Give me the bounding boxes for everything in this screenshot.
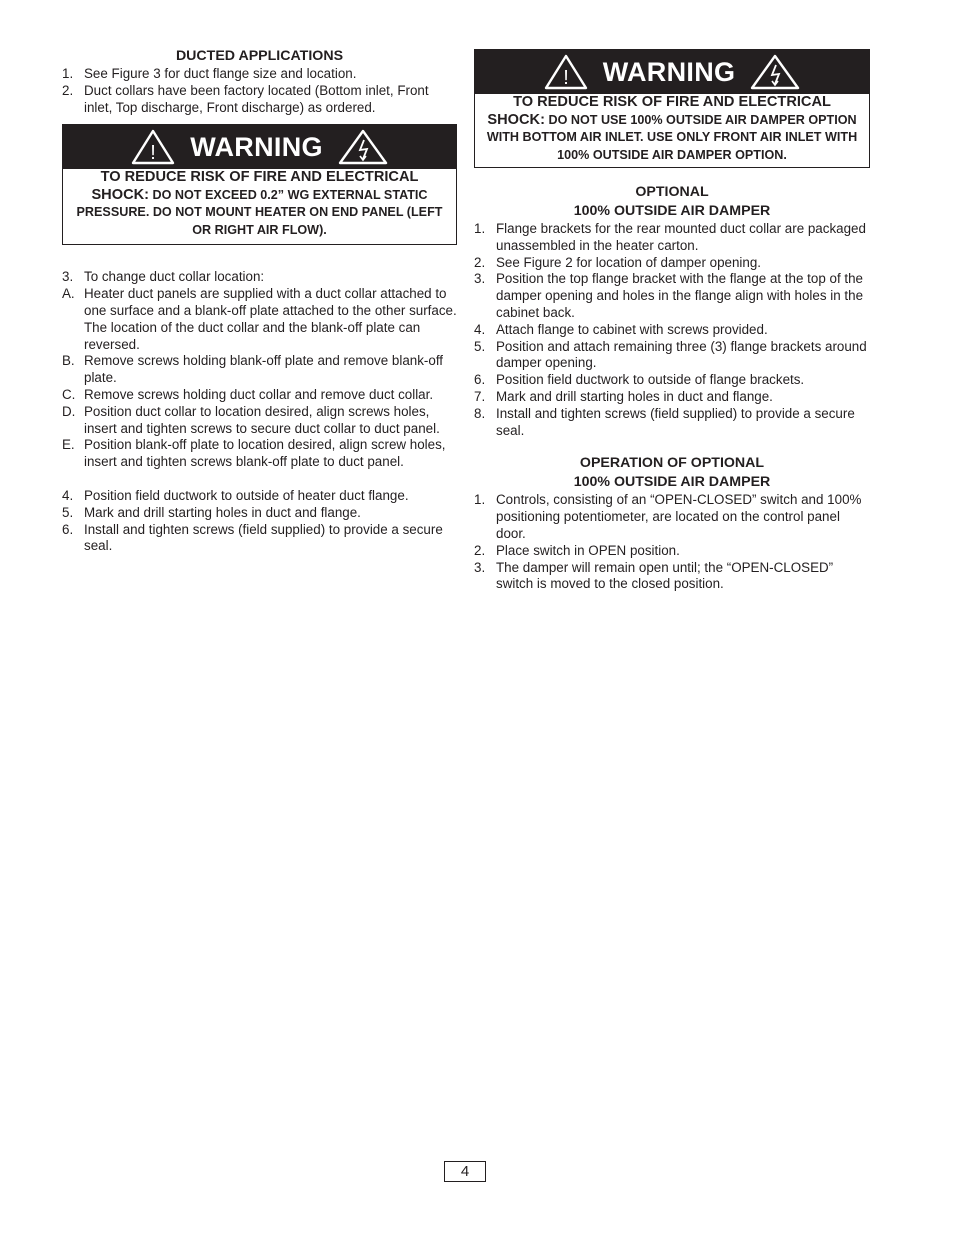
list-item: 2. Place switch in OPEN position.	[474, 542, 680, 558]
warning-bar	[63, 125, 456, 169]
left-column	[62, 47, 457, 555]
list-item: 8. Install and tighten screws (field supplied) to provide a secure seal.	[474, 405, 855, 438]
list-item: 5. Mark and drill starting holes in duct and flange.	[62, 504, 361, 520]
damper-install-steps	[474, 221, 870, 439]
list-item: E. Position blank-off plate to location desired, align screw holes, insert and tighten screws blank-off plate to duct panel.	[62, 437, 446, 470]
list-item: 4. Position field ductwork to outside of heater duct flange.	[62, 487, 409, 503]
warning-bar	[475, 50, 869, 94]
svg-text:!: !	[562, 67, 569, 89]
static-pressure-warning-box	[62, 124, 457, 245]
operation-damper-heading: OPERATION OF OPTIONAL 100% OUTSIDE AIR DAMPER	[573, 455, 771, 491]
lightning-triangle-icon	[749, 53, 801, 91]
list-item: 4. Attach flange to cabinet with screws provided.	[474, 321, 768, 337]
warning-message: TO REDUCE RISK OF FIRE AND ELECTRICAL SHOCK: DO NOT EXCEED 0.2” WG EXTERNAL STATIC PRESSURE. DO NOT MOUNT HEATER ON END PANEL (LEFT OR RIGHT AIR FLOW).	[76, 169, 443, 237]
lightning-triangle-icon	[337, 128, 389, 166]
warning-title: WARNING	[602, 56, 736, 87]
warning-message: TO REDUCE RISK OF FIRE AND ELECTRICAL SHOCK: DO NOT USE 100% OUTSIDE AIR DAMPER OPTION WITH BOTTOM AIR INLET. USE ONLY FRONT AIR INLET WITH 100% OUTSIDE AIR DAMPER OPTION.	[486, 94, 858, 162]
list-item: 2. See Figure 2 for location of damper opening.	[474, 254, 762, 270]
list-item: 3. The damper will remain open until; the “OPEN-CLOSED” switch is moved to the closed position.	[474, 559, 834, 592]
list-item: 3. Position the top flange bracket with the flange at the top of the damper opening and holes in the flange align with holes in the cabinet back.	[474, 271, 864, 320]
list-item: 1. See Figure 3 for duct flange size and location.	[62, 66, 357, 81]
exclamation-triangle-icon	[130, 128, 176, 166]
list-item: C. Remove screws holding duct collar and remove duct collar.	[62, 386, 434, 402]
list-item: 2. Duct collars have been factory located (Bottom inlet, Front inlet, Top discharge, Front discharge) as ordered.	[62, 82, 429, 115]
list-item: 5. Position and attach remaining three (3) flange brackets around damper opening.	[474, 338, 867, 371]
warning-title: WARNING	[190, 131, 323, 162]
list-item: A. Heater duct panels are supplied with a duct collar attached to one surface and a blank-off plate attached to the other surface. The location of the duct collar and the blank-off plate can reversed.	[62, 286, 457, 352]
list-item: 6. Position field ductwork to outside of flange brackets.	[474, 372, 805, 388]
list-item: 7. Mark and drill starting holes in duct and flange.	[474, 388, 773, 404]
duct-collar-steps	[62, 269, 457, 471]
ductwork-steps	[62, 488, 457, 555]
page-number: 4	[444, 1161, 486, 1182]
list-item: 1. Flange brackets for the rear mounted duct collar are packaged unassembled in the heater carton.	[474, 221, 866, 253]
damper-operation-steps	[474, 492, 870, 593]
list-item: 6. Install and tighten screws (field supplied) to provide a secure seal.	[62, 521, 443, 554]
svg-text:!: !	[150, 142, 156, 165]
list-item: D. Position duct collar to location desired, align screws holes, insert and tighten screws to secure duct collar to duct panel.	[62, 403, 440, 436]
optional-damper-heading: OPTIONAL 100% OUTSIDE AIR DAMPER	[573, 184, 771, 219]
air-inlet-warning-box	[474, 49, 870, 168]
exclamation-triangle-icon	[543, 53, 589, 91]
list-item: 1. Controls, consisting of an “OPEN-CLOSED” switch and 100% positioning potentiometer, are located on the control panel door.	[474, 492, 862, 541]
list-item: 3. To change duct collar location:	[62, 269, 265, 285]
list-item: B. Remove screws holding blank-off plate and remove blank-off plate.	[62, 353, 444, 386]
ducted-list-top	[62, 66, 457, 116]
right-column	[474, 49, 870, 593]
ducted-applications-heading: DUCTED APPLICATIONS	[175, 48, 344, 64]
